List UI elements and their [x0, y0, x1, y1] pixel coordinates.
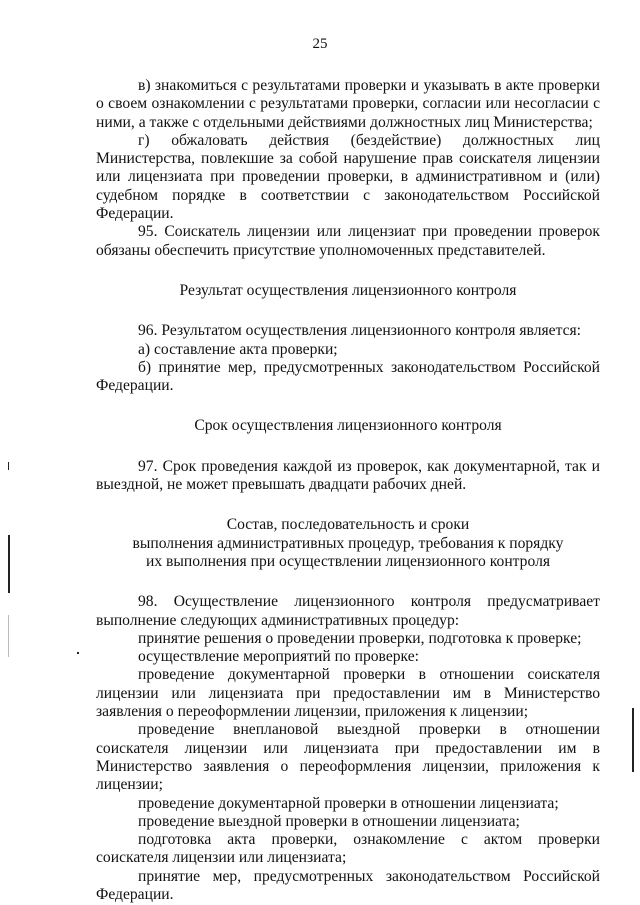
spacer	[96, 436, 600, 458]
paragraph-v: в) знакомиться с результатами проверки и указывать в акте проверки о своем ознакомлении с результатами проверки, согласии или несогласии с ними, а также с отдельными действиями должностных лиц Министерства;	[96, 77, 600, 131]
section-heading-term: Срок осуществления лицензионного контроля	[194, 417, 502, 435]
list-item-measures: осуществление мероприятий по проверке:	[138, 648, 419, 666]
list-item-unscheduled-check: проведение внеплановой выездной проверки в отношении соискателя лицензии или лицензиата при предоставлении им в Министерство заявления о переоформления лицензии, приложения к лицензии;	[96, 721, 600, 794]
paragraph-98: 98. Осуществление лицензионного контроля предусматривает выполнение следующих административных процедур:	[96, 593, 600, 629]
paragraph-97: 97. Срок проведения каждой из проверок, как документарной, так и выездной, не может превышать двадцати рабочих дней.	[96, 457, 600, 494]
page-number: 25	[312, 36, 328, 52]
heading-line-3: их выполнения при осуществлении лицензионного контроля	[145, 552, 551, 570]
section-heading-result: Результат осуществления лицензионного контроля	[179, 281, 517, 299]
scan-mark-left-3	[8, 615, 9, 657]
scan-mark-left-1	[8, 462, 9, 470]
section-heading-procedures	[96, 516, 600, 571]
paragraph-96b: б) принятие мер, предусмотренных законодательством Российской Федерации.	[96, 358, 600, 395]
list-item-doc-check-applicant: проведение документарной проверки в отношении соискателя лицензии или лицензиата при предоставлении им в Министерство заявления о переоформлении лицензии, приложения к лицензии;	[96, 666, 600, 721]
heading-line-1: Состав, последовательность и сроки	[226, 516, 470, 534]
document-body	[96, 77, 600, 904]
paragraph-96: 96. Результатом осуществления лицензионного контроля является:	[138, 322, 582, 340]
spacer	[96, 300, 600, 322]
list-item-onsite-check: проведение выездной проверки в отношении лицензиата;	[138, 812, 520, 830]
spacer	[96, 260, 600, 282]
spacer	[96, 571, 600, 593]
list-item-decision: принятие решения о проведении проверки, подготовка к проверке;	[138, 629, 582, 647]
list-item-doc-check-licensee: проведение документарной проверки в отношении лицензиата;	[138, 794, 559, 812]
heading-line-2: выполнения административных процедур, требования к порядку	[132, 534, 564, 552]
paragraph-g: г) обжаловать действия (бездействие) должностных лиц Министерства, повлекшие за собой нарушение прав соискателя лицензии или лицензиата при проведении проверки, в административном и (или) судебном порядке в соответствии с законодательством Российской Федерации.	[96, 131, 600, 223]
spacer	[96, 395, 600, 417]
list-item-legal-measures: принятие мер, предусмотренных законодательством Российской Федерации.	[96, 867, 600, 903]
scan-mark-left-2	[8, 535, 10, 593]
scan-mark-right-1	[632, 708, 634, 772]
spacer	[96, 494, 600, 516]
paragraph-95: 95. Соискатель лицензии или лицензиат при проведении проверок обязаны обеспечить присутствие уполномоченных представителей.	[96, 223, 600, 259]
paragraph-96a: а) составление акта проверки;	[138, 340, 338, 358]
list-item-act-preparation: подготовка акта проверки, ознакомление с актом проверки соискателя лицензии или лицензиата;	[96, 831, 600, 867]
scan-dot	[77, 652, 79, 654]
